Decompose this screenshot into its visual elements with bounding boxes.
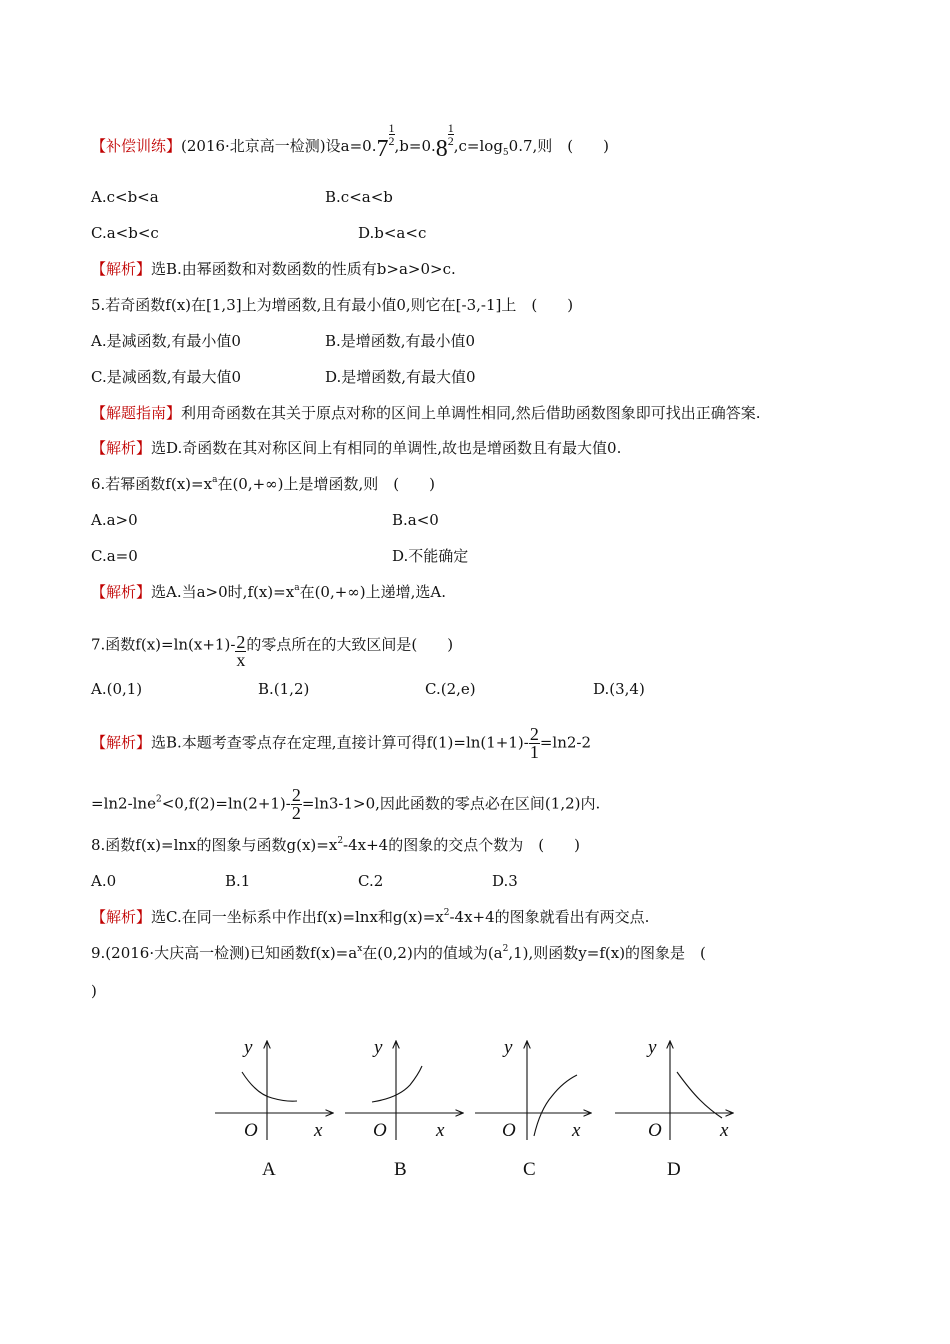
analysis-tag: 【解析】 — [91, 260, 152, 278]
extra-tag: 【补偿训练】 — [91, 137, 182, 155]
extra-c-sub: 5 — [502, 148, 509, 158]
q7-option-a: A.(0,1) — [91, 680, 143, 698]
q5-option-b: B.是增函数,有最小值0 — [325, 332, 476, 350]
graph-c-caption: C — [523, 1159, 536, 1180]
analysis-tag: 【解析】 — [91, 583, 152, 601]
extra-option-d: D.b<a<c — [358, 224, 427, 242]
graph-a-x-label: x — [314, 1120, 323, 1141]
extra-c-tail: 0.7,则 ( ) — [508, 137, 609, 155]
graph-c-y-label: y — [504, 1037, 513, 1058]
graph-c-x-label: x — [572, 1120, 581, 1141]
q7-stem: 7.函数f(x)=ln(x+1)- $\frac{2}{x}$ 的零点所在的大致区间是( ) — [91, 632, 454, 670]
extra-option-a: A.c<b<a — [91, 188, 159, 206]
extra-stem-a: (2016·北京高一检测)设a=0. — [181, 137, 377, 155]
guide-tag: 【解题指南】 — [91, 404, 182, 422]
graph-c-curve — [534, 1075, 577, 1136]
q5-option-d: D.是增函数,有最大值0 — [325, 368, 476, 386]
extra-question-stem — [91, 121, 609, 163]
q6-analysis: 【解析】选A.当a>0时$,f(x)=x^a$在(0,+∞)上递增,选A. — [91, 583, 447, 601]
q7-option-b: B.(1,2) — [258, 680, 310, 698]
q8-option-a: A.0 — [91, 872, 117, 890]
extra-c-text: ,c=log — [453, 137, 503, 155]
graph-a — [215, 1037, 332, 1180]
graph-d-x-label: x — [720, 1120, 729, 1141]
graph-d-curve — [677, 1072, 722, 1118]
graph-b — [345, 1037, 462, 1180]
graph-d-y-label: y — [648, 1037, 657, 1058]
analysis-text: 选B.由幂函数和对数函数的性质有b>a>0>c. — [151, 260, 456, 278]
graph-a-caption: A — [262, 1159, 276, 1180]
graph-d-origin-label: O — [648, 1120, 662, 1141]
graph-a-curve — [242, 1072, 297, 1101]
analysis-tag: 【解析】 — [91, 908, 152, 926]
q5-option-c: C.是减函数,有最大值0 — [91, 368, 242, 386]
q7-analysis-line1: 【解析】选B.本题考查零点存在定理,直接计算可得f(1)=ln(1+1)- $\frac{2}{1}$ =ln2-2 — [91, 724, 592, 762]
q6-option-d: D.不能确定 — [392, 547, 469, 565]
graph-b-y-label: y — [374, 1037, 383, 1058]
q7-option-c: C.(2,e) — [425, 680, 476, 698]
graph-b-curve — [372, 1066, 422, 1102]
q9-graphs — [200, 1030, 760, 1190]
graph-b-caption: B — [394, 1159, 407, 1180]
extra-b-exponent: $\frac{1}{2}$ — [447, 121, 454, 148]
q9-stem-line2: ) — [91, 982, 97, 1000]
q7-fraction: $\frac{2}{x}$ — [236, 632, 246, 670]
q5-option-a: A.是减函数,有最小值0 — [91, 332, 241, 350]
q5-stem: 5.若奇函数f(x)在[1,3]上为增函数,且有最小值0,则它在[-3,-1]上 ( ) — [91, 296, 574, 314]
extra-b-text: ,b=0. — [394, 137, 436, 155]
q6-option-c: C.a=0 — [91, 547, 138, 565]
q5-guide — [91, 403, 761, 423]
analysis-tag: 【解析】 — [91, 733, 152, 752]
extra-b-base: 8 — [435, 136, 448, 162]
q5-analysis — [91, 438, 621, 458]
q8-option-b: B.1 — [225, 872, 251, 890]
q6-stem: 6.若幂函数$f(x)=x^a$在(0,+∞)上是增函数,则 ( ) — [91, 475, 435, 493]
q8-option-d: D.3 — [492, 872, 518, 890]
extra-option-b: B.c<a<b — [325, 188, 393, 206]
extra-a-exponent: $\frac{1}{2}$ — [388, 121, 395, 148]
q6-option-b: B.a<0 — [392, 511, 439, 529]
q8-stem: 8.函数f(x)=lnx的图象与函数$g(x)=x^2-4x+4$的图象的交点个数为 ( ) — [91, 836, 580, 854]
analysis-text: 选D.奇函数在其对称区间上有相同的单调性,故也是增函数且有最大值0. — [151, 439, 622, 457]
extra-analysis — [91, 259, 456, 279]
graph-c-origin-label: O — [502, 1120, 516, 1141]
graph-a-origin-label: O — [244, 1120, 258, 1141]
extra-option-c: C.a<b<c — [91, 224, 159, 242]
graph-b-x-label: x — [436, 1120, 445, 1141]
q7-option-d: D.(3,4) — [593, 680, 645, 698]
q7-f2-fraction: $\frac{2}{2}$ — [291, 785, 301, 823]
q6-option-a: A.a>0 — [91, 511, 138, 529]
graph-b-origin-label: O — [373, 1120, 387, 1141]
q8-option-c: C.2 — [358, 872, 384, 890]
analysis-tag: 【解析】 — [91, 439, 152, 457]
graph-d — [615, 1037, 732, 1180]
q7-analysis-line2: =ln2-lne$^2$<0,f(2)=ln(2+1)- $\frac{2}{2}$ =ln3-1>0,因此函数的零点必在区间(1,2)内. — [91, 785, 601, 823]
graph-d-caption: D — [667, 1159, 681, 1180]
q9-stem: 9.(2016·大庆高一检测)已知函数$f(x)=a^x$在(0,2)内的值域为$(a^2,1)$,则函数y=f(x)的图象是 ( — [91, 944, 706, 962]
q8-analysis: 【解析】选C.在同一坐标系中作出f(x)=lnx和$g(x)=x^2-4x+4$的图象就看出有两交点. — [91, 908, 650, 926]
guide-text: 利用奇函数在其关于原点对称的区间上单调性相同,然后借助函数图象即可找出正确答案. — [181, 404, 761, 422]
q7-f1-fraction: $\frac{2}{1}$ — [529, 724, 539, 762]
graph-c — [475, 1037, 590, 1180]
graph-a-y-label: y — [244, 1037, 253, 1058]
extra-a-base: 7 — [376, 136, 389, 162]
